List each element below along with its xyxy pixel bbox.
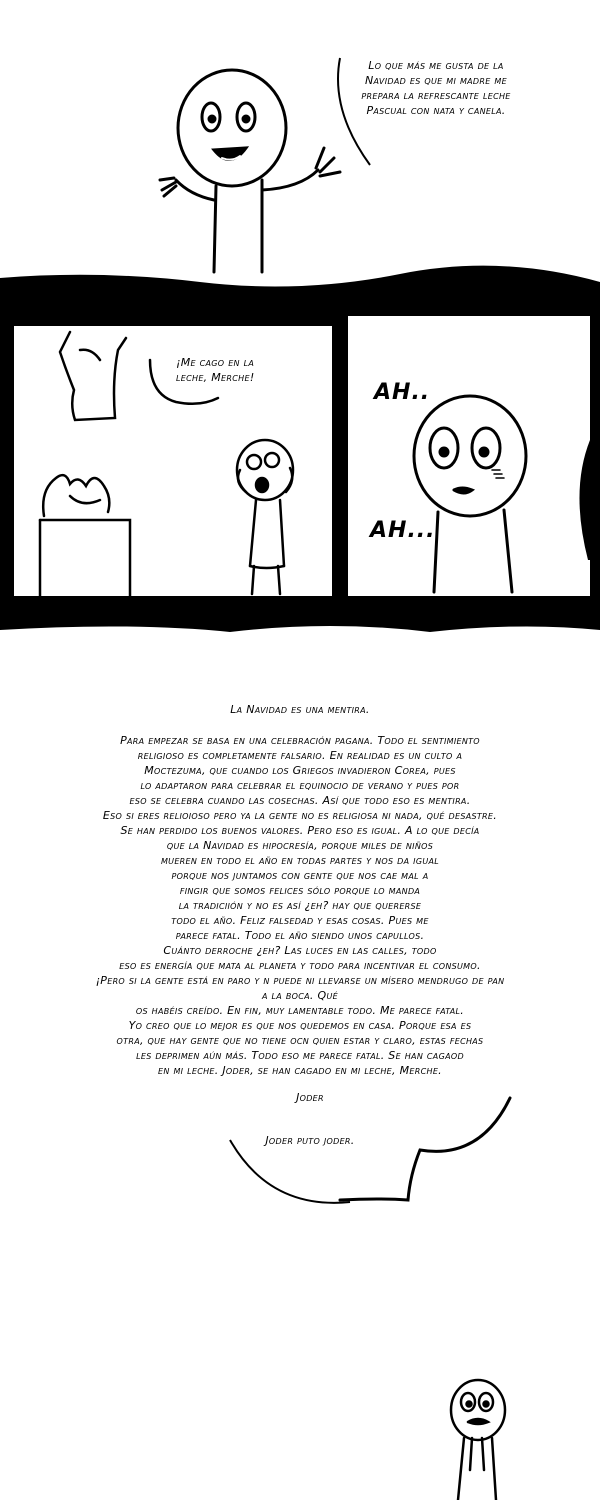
rant-line: a la boca. Qué (261, 989, 338, 1002)
rant-line: Para empezar se basa en una celebración pagana. Todo el sentimiento (120, 734, 480, 747)
rant-line: lo adaptaron para celebrar el equinocio de verano y pues por (140, 779, 460, 792)
rant-line: todo el año. Feliz falsedad y esas cosas. Pues me (171, 914, 429, 927)
rant-line: que la Navidad es hipocresía, porque miles de niños (166, 839, 434, 852)
panel3-sound-top: AH.. (374, 380, 431, 405)
rant-line: porque nos juntamos con gente que nos cae mal a (171, 869, 429, 882)
rant-line: ¡Pero si la gente está en paro y n puede ni llevarse un mísero mendrugo de pan (95, 974, 505, 987)
rant-lines (40, 733, 560, 1078)
joder-puto-text: Joder puto joder. (265, 1134, 355, 1147)
rant-line: en mi leche. Joder, se han cagado en mi leche, Merche. (158, 1064, 442, 1077)
panel3-sound-bottom: AH... (370, 518, 436, 543)
rant-line: os habéis creído. En fin, muy lamentable todo. Me parece fatal. (135, 1004, 465, 1017)
rant-line: Eso si eres relioioso pero ya la gente no es religiosa ni nada, qué desastre. (102, 809, 498, 822)
rant-line: fingir que somos felices sólo porque lo manda (179, 884, 421, 897)
rant-title: La Navidad es una mentira. (230, 703, 370, 716)
rant-line: religioso es completamente falsario. En realidad es un culto a (137, 749, 463, 762)
panel1-figure (160, 70, 340, 272)
rant-line: Yo creo que lo mejor es que nos quedemos en casa. Porque esa es (128, 1019, 472, 1032)
rant-text (40, 702, 560, 1078)
rant-line: eso se celebra cuando las cosechas. Así que todo eso es mentira. (129, 794, 471, 807)
rant-line: Cuánto derroche ¿eh? Las luces en las calles, todo (163, 944, 437, 957)
bottom-bubble-outline (340, 1098, 510, 1200)
rant-line: Se han perdido los buenos valores. Pero eso es igual. A lo que decía (120, 824, 480, 837)
rant-line: mueren en todo el año en todas partes y nos da igual (160, 854, 440, 867)
rant-line: les deprimen aún más. Todo eso me parece fatal. Se han cagaod (136, 1049, 464, 1062)
rant-line: parece fatal. Todo el año siendo unos capullos. (175, 929, 425, 942)
bottom-bubble-curve (230, 1140, 350, 1203)
rant-line: otra, que hay gente que no tiene ocn quien estar y claro, estas fechas (116, 1034, 484, 1047)
rant-line: Moctezuma, que cuando los Griegos invadieron Corea, pues (144, 764, 456, 777)
rant-line: eso es energía que mata al planeta y todo para incentivar el consumo. (119, 959, 481, 972)
panel1-speech: Lo que más me gusta de la Navidad es que mi madre me prepara la refrescante leche Pascual con nata y canela. (361, 59, 511, 117)
rant-line: la tradiciión y no es así ¿eh? hay que quererse (178, 899, 422, 912)
joder-text: Joder (296, 1091, 324, 1104)
bottom-figure (451, 1380, 505, 1500)
panel2-speech: ¡Me cago en la leche, Merche! (176, 356, 255, 384)
